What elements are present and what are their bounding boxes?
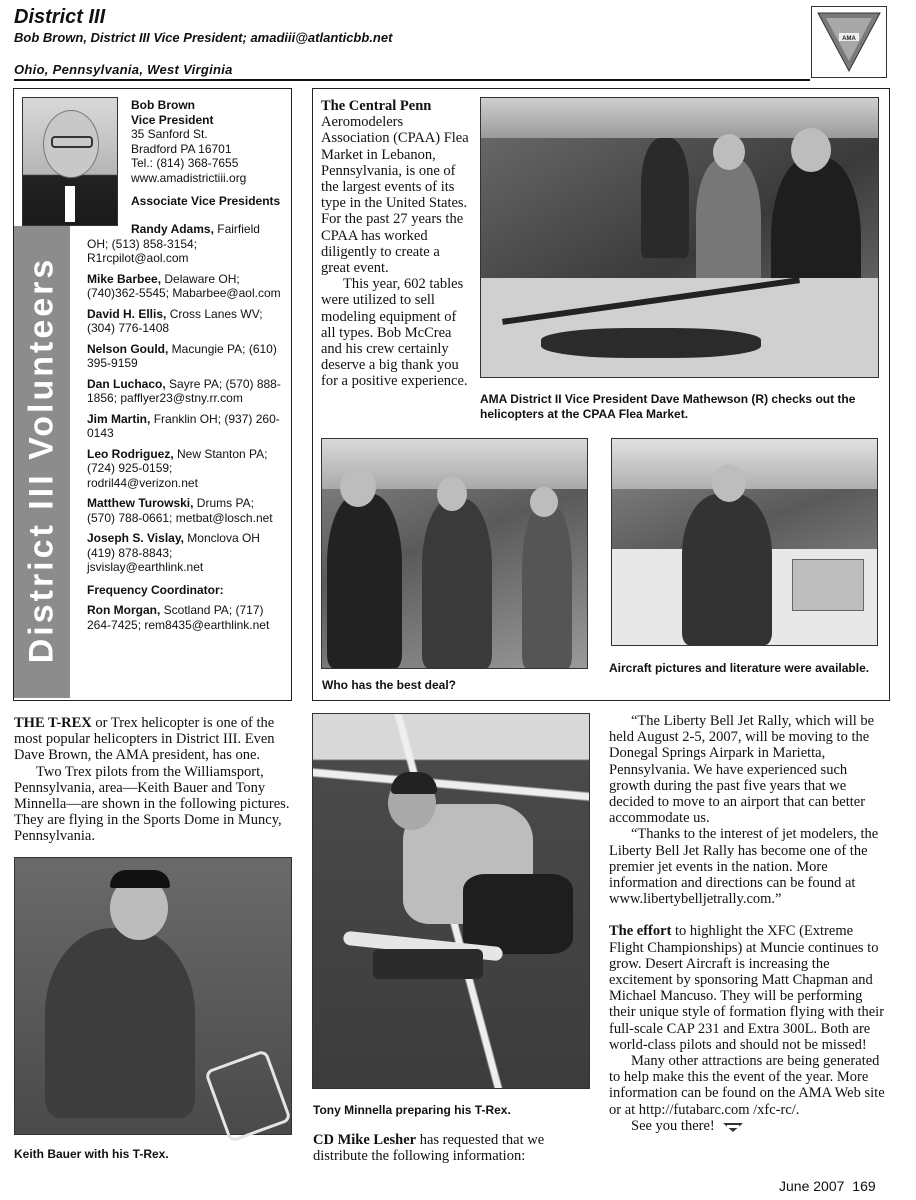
header-rule <box>14 79 810 81</box>
footer-date: June 2007 <box>779 1178 845 1194</box>
freq-details: Scotland PA; (717) 264-7425; rem8435@earthlink.net <box>87 603 270 632</box>
volunteer-details: Franklin OH; (937) 260-0143 <box>87 411 280 440</box>
trex-p2: Two Trex pilots from the Williamsport, Pennsylvania, area—Keith Bauer and Tony Minnella—are shown in the following pictures. They are flying in the Sports Dome in Muncy, Pennsylvania. <box>14 763 290 845</box>
rally-p5-wrap <box>609 1118 887 1134</box>
volunteer-details: Sayre PA; (570) 888-1856; pafflyer23@stny.rr.com <box>87 376 281 405</box>
volunteer-name: Leo Rodriguez, <box>87 446 174 461</box>
vp-role: Vice President <box>131 112 214 127</box>
trex-article <box>14 715 292 845</box>
volunteer-name: Matthew Turowski, <box>87 496 194 510</box>
volunteer-name: Dan Luchaco, <box>87 376 166 391</box>
volunteer-name: Jim Martin, <box>87 411 151 426</box>
volunteer-item <box>87 447 284 491</box>
xfc-text: to highlight the XFC (Extreme Flight Championships) at Muncie continues to grow. Desert Aircraft is increasing the excitement by sponsoring Matt Chapman and Michael Mancuso. They will be performing their unique style of formation flying with their full-scale CAP 231 and Extra 300L. Both are world-class pilots and should not be missed! <box>609 923 885 1053</box>
lesher-text: has requested that we distribute the following information: <box>313 1132 545 1165</box>
volunteer-item <box>87 272 284 301</box>
volunteer-details: Cross Lanes WV; (304) 776-1408 <box>87 306 263 335</box>
freq-heading: Frequency Coordinator: <box>87 582 224 597</box>
volunteer-name: Mike Barbee, <box>87 271 162 286</box>
trex-lead: THE T-REX <box>14 715 92 731</box>
volunteer-name: Nelson Gould, <box>87 341 169 356</box>
keith-caption: Keith Bauer with his T-Rex. <box>14 1147 169 1161</box>
freq-name: Ron Morgan, <box>87 603 161 617</box>
badge-ama-text: AMA <box>842 36 856 42</box>
rally-article <box>609 713 887 1134</box>
volunteer-list <box>87 222 284 638</box>
aircraft-literature-photo <box>611 438 878 646</box>
rally-p5: See you there! <box>631 1117 715 1134</box>
vertical-label: District III Volunteers <box>22 256 61 664</box>
vp-portrait <box>22 97 118 226</box>
associate-heading: Associate Vice Presidents <box>131 194 281 208</box>
volunteer-item <box>87 412 284 441</box>
vp-web[interactable]: www.amadistrictiii.org <box>131 170 247 185</box>
keith-bauer-photo <box>14 857 292 1135</box>
vp-name: Bob Brown <box>131 98 195 112</box>
helicopters-caption: AMA District II Vice President Dave Mathewson (R) checks out the helicopters at the CPAA Flea Market. <box>480 392 856 421</box>
trex-p1: or Trex helicopter is one of the most popular helicopters in District III. Even Dave Brown, the AMA president, has one. <box>14 715 275 764</box>
volunteer-item <box>87 496 284 525</box>
cpaa-p2: This year, 602 tables were utilized to sell modeling equipment of all types. Bob McCrea and his crew certainly deserve a big thank you for a positive experience. <box>321 276 468 390</box>
tony-minnella-photo <box>312 713 590 1089</box>
vp-tel: Tel.: (814) 368-7655 <box>131 156 239 170</box>
vp-info <box>131 98 286 209</box>
lesher-note <box>313 1132 589 1164</box>
page-footer <box>779 1178 876 1194</box>
district-badge-icon <box>812 7 886 77</box>
states-line: Ohio, Pennsylvania, West Virginia <box>14 62 233 77</box>
volunteer-details: Monclova OH (419) 878-8843; jsvislay@earthlink.net <box>87 531 260 574</box>
best-deal-photo <box>321 438 588 669</box>
volunteer-details: Fairfield OH; (513) 858-3154; R1rcpilot@aol.com <box>87 222 260 265</box>
vp-address1: 35 Sanford St. <box>131 127 208 141</box>
district-badge <box>811 6 887 78</box>
volunteer-name: Joseph S. Vislay, <box>87 531 184 545</box>
volunteer-item <box>87 222 284 266</box>
tony-caption: Tony Minnella preparing his T-Rex. <box>313 1103 511 1117</box>
freq-coordinator <box>87 603 284 632</box>
volunteer-details: Drums PA; (570) 788-0661; metbat@losch.net <box>87 496 273 525</box>
cpaa-article <box>321 98 469 390</box>
volunteer-name: David H. Ellis, <box>87 306 167 321</box>
volunteer-details: New Stanton PA; (724) 925-0159; rodril44@verizon.net <box>87 446 268 490</box>
aircraft-caption: Aircraft pictures and literature were available. <box>609 661 870 675</box>
district-title: District III <box>14 6 106 28</box>
vp-address2: Bradford PA 16701 <box>131 141 232 156</box>
volunteer-item <box>87 342 284 371</box>
lesher-lead: CD Mike Lesher <box>313 1132 417 1148</box>
volunteer-name: Randy Adams, <box>131 222 214 236</box>
rally-p1: “The Liberty Bell Jet Rally, which will be held August 2-5, 2007, will be moving to the Donegal Springs Airpark in Marietta, Pennsylvania. We have experienced such growth during the past five years that we decided to move to an airport that can better accommodate us. <box>609 713 875 827</box>
best-deal-caption: Who has the best deal? <box>322 678 457 692</box>
rally-p2: “Thanks to the interest of jet modelers, the Liberty Bell Jet Rally has become one of the premier jet events in the nation. More information and directions can be found at www.libertybelljetrally.com.” <box>609 826 879 908</box>
cpaa-lead: The Central Penn <box>321 98 432 114</box>
xfc-lead: The effort <box>609 923 672 940</box>
helicopters-photo <box>480 97 879 378</box>
volunteer-item <box>87 531 284 575</box>
ama-logo-icon <box>722 1121 744 1133</box>
volunteer-item <box>87 377 284 406</box>
vp-subtitle: Bob Brown, District III Vice President; amadiii@atlanticbb.net <box>14 30 393 45</box>
rally-p4: Many other attractions are being generated to help make this the event of the year. More information can be found on the AMA Web site or at http://futabarc.com /xfc-rc/. <box>609 1053 885 1118</box>
cpaa-p1: Aeromodelers Association (CPAA) Flea Market in Lebanon, Pennsylvania, is one of the largest events of its type in the United States. For the past 27 years the CPAA has worked diligently to create a great event. <box>321 114 469 277</box>
footer-page: 169 <box>852 1178 876 1194</box>
volunteer-item <box>87 307 284 336</box>
volunteer-details: Macungie PA; (610) 395-9159 <box>87 341 277 370</box>
xfc-paragraph <box>609 923 887 1053</box>
volunteer-details: Delaware OH; (740)362-5545; Mabarbee@aol.com <box>87 271 281 300</box>
